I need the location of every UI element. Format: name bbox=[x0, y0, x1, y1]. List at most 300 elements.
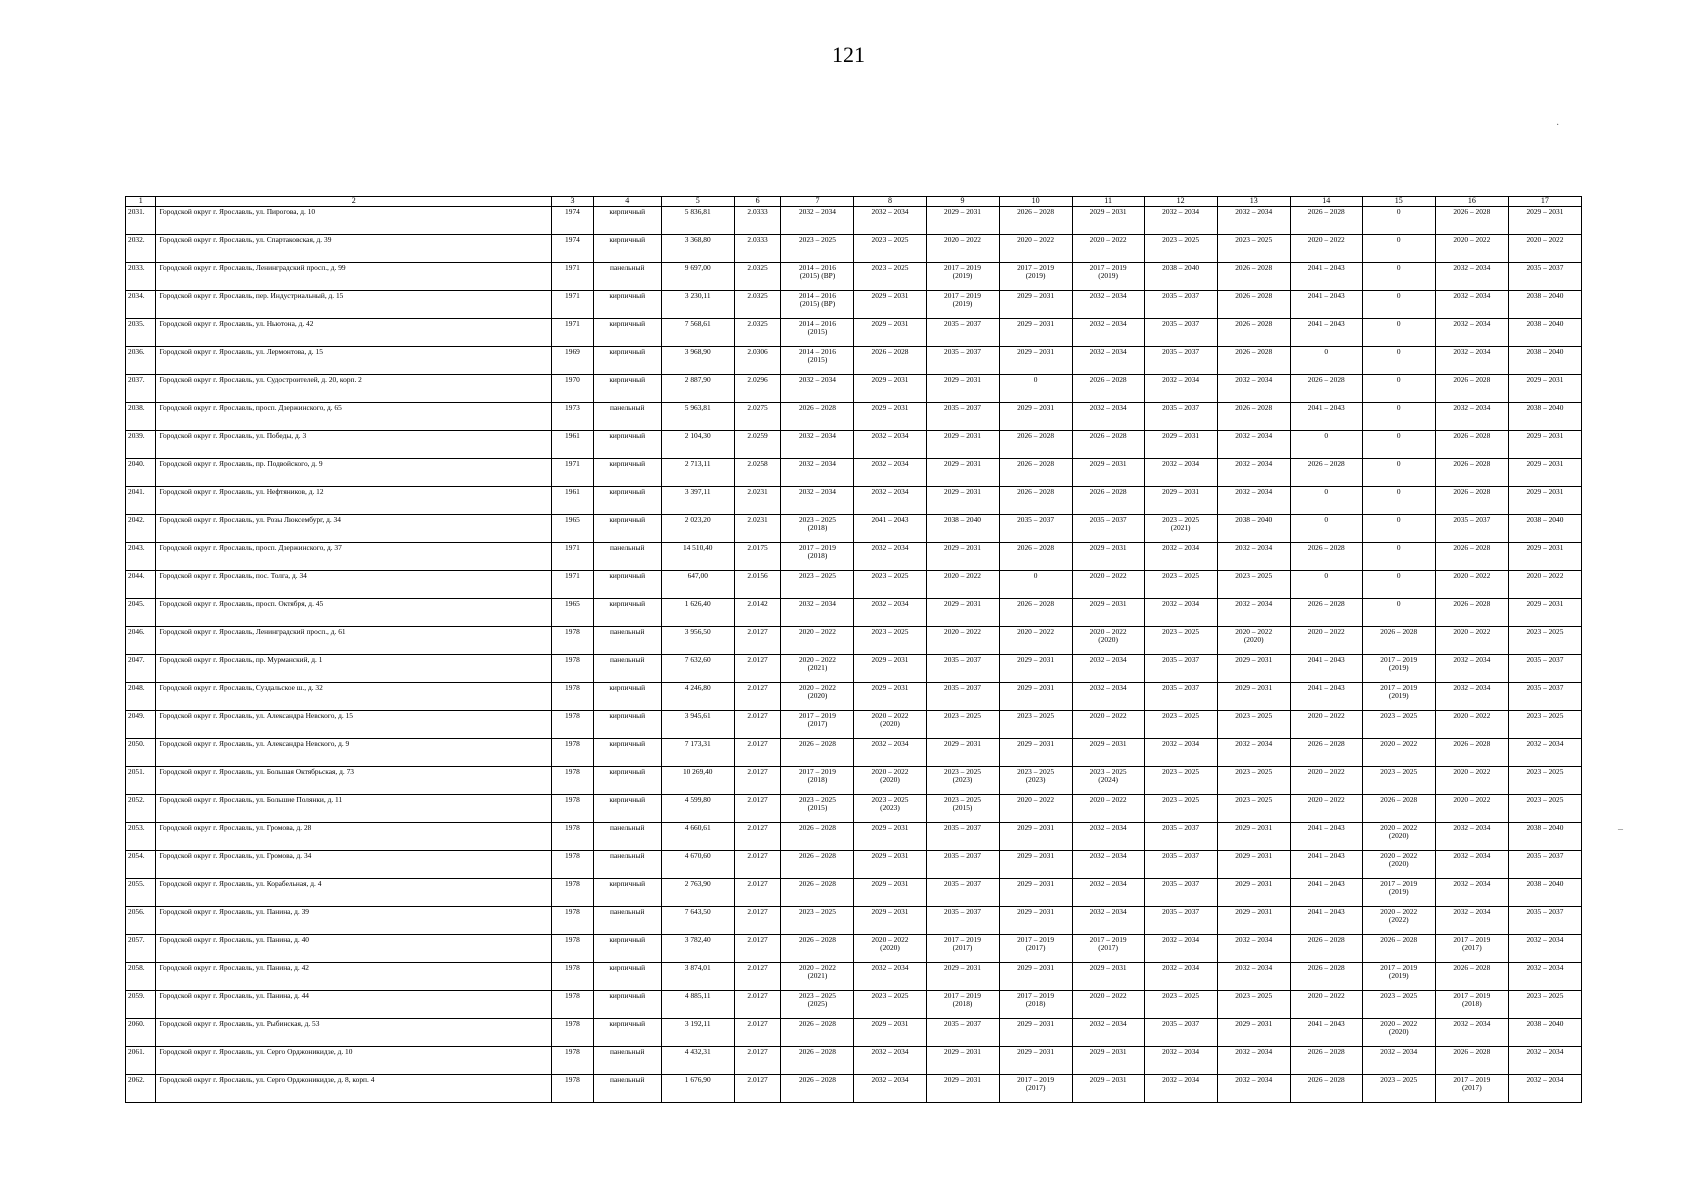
cell-text: 1978 bbox=[565, 991, 580, 1000]
table-cell bbox=[1290, 963, 1362, 991]
cell-text: 2029 – 2031 bbox=[1017, 347, 1055, 356]
cell-text: Городской округ г. Ярославль, ул. Серго Орджоникидзе, д. 10 bbox=[159, 1047, 353, 1056]
table-cell bbox=[854, 431, 926, 459]
cell-text: 2020 – 2022 (2020) bbox=[871, 767, 909, 784]
row-number-cell bbox=[126, 991, 156, 1019]
table-cell bbox=[1290, 711, 1362, 739]
cell-text: 2032 – 2034 bbox=[1453, 655, 1491, 664]
row-number-cell bbox=[126, 1075, 156, 1103]
table-cell bbox=[1144, 459, 1217, 487]
table-cell bbox=[926, 879, 999, 907]
cell-text: 2032 – 2034 bbox=[1235, 431, 1273, 440]
row-number-cell bbox=[126, 375, 156, 403]
table-cell bbox=[1144, 683, 1217, 711]
table-cell bbox=[661, 627, 734, 655]
table-cell bbox=[854, 459, 926, 487]
cell-text: 2029 – 2031 bbox=[1526, 375, 1564, 384]
cell-text: 0 bbox=[1033, 375, 1038, 384]
cell-text: 1974 bbox=[565, 235, 580, 244]
table-cell bbox=[1435, 907, 1508, 935]
table-cell bbox=[734, 935, 781, 963]
table-cell bbox=[854, 627, 926, 655]
address-cell bbox=[156, 795, 552, 823]
table-cell bbox=[1362, 1019, 1435, 1047]
table-cell bbox=[1362, 935, 1435, 963]
cell-text: 2.0231 bbox=[747, 487, 768, 496]
cell-text: 2035 – 2037 bbox=[944, 851, 981, 860]
cell-text: 2026 – 2028 bbox=[798, 1019, 836, 1028]
table-row bbox=[126, 1019, 1582, 1047]
table-cell bbox=[1508, 1075, 1581, 1103]
cell-text: 2035 – 2037 bbox=[1526, 683, 1564, 692]
cell-text: 2.0231 bbox=[747, 515, 768, 524]
cell-text: 2023 – 2025 (2023) bbox=[1017, 767, 1055, 784]
table-cell bbox=[593, 235, 661, 263]
table-cell bbox=[926, 795, 999, 823]
cell-text: 2035 – 2037 bbox=[944, 347, 981, 356]
cell-text: 2032 – 2034 bbox=[871, 963, 909, 972]
cell-text: 2032 – 2034 bbox=[1089, 823, 1127, 832]
table-cell bbox=[661, 235, 734, 263]
table-cell bbox=[1290, 1047, 1362, 1075]
row-number-cell bbox=[126, 487, 156, 515]
table-cell bbox=[661, 263, 734, 291]
table-cell bbox=[1290, 907, 1362, 935]
table-cell bbox=[854, 291, 926, 319]
table-cell bbox=[1144, 375, 1217, 403]
cell-text: кирпичный bbox=[609, 375, 646, 384]
cell-text: 2020 – 2022 bbox=[1307, 235, 1345, 244]
address-cell bbox=[156, 291, 552, 319]
cell-text: 2.0127 bbox=[747, 711, 768, 720]
table-cell bbox=[1435, 571, 1508, 599]
table-cell bbox=[552, 235, 594, 263]
cell-text: 2035 – 2037 bbox=[1089, 515, 1127, 524]
table-cell bbox=[734, 571, 781, 599]
address-cell bbox=[156, 655, 552, 683]
table-cell bbox=[1435, 655, 1508, 683]
table-cell bbox=[1144, 739, 1217, 767]
table-row bbox=[126, 795, 1582, 823]
cell-text: 2.0127 bbox=[747, 991, 768, 1000]
table-cell bbox=[1290, 291, 1362, 319]
cell-text: 1971 bbox=[565, 291, 580, 300]
cell-text: 2037. bbox=[128, 375, 145, 384]
cell-text: 0 bbox=[1396, 515, 1401, 524]
cell-text: 2017 – 2019 (2019) bbox=[1380, 879, 1418, 896]
cell-text: 1971 bbox=[565, 543, 580, 552]
table-cell bbox=[1290, 851, 1362, 879]
row-number-cell bbox=[126, 963, 156, 991]
table-cell bbox=[661, 683, 734, 711]
table-cell bbox=[1508, 683, 1581, 711]
cell-text: 2029 – 2031 bbox=[1089, 1047, 1127, 1056]
cell-text: 2029 – 2031 bbox=[1235, 879, 1273, 888]
cell-text: 3 874,01 bbox=[684, 963, 711, 972]
table-cell bbox=[1217, 823, 1290, 851]
cell-text: Городской округ г. Ярославль, ул. Розы Люксембург, д. 34 bbox=[159, 515, 341, 524]
cell-text: 2029 – 2031 bbox=[944, 1047, 981, 1056]
cell-text: кирпичный bbox=[609, 347, 646, 356]
cell-text: 2032 – 2034 bbox=[1453, 403, 1491, 412]
table-cell bbox=[1435, 459, 1508, 487]
cell-text: 2.0325 bbox=[747, 263, 768, 272]
cell-text: 2032 – 2034 bbox=[1453, 851, 1491, 860]
cell-text: 2026 – 2028 bbox=[1307, 599, 1345, 608]
table-cell bbox=[1072, 599, 1144, 627]
cell-text: 2017 – 2019 (2018) bbox=[944, 991, 981, 1008]
address-cell bbox=[156, 711, 552, 739]
cell-text: 0 bbox=[1324, 431, 1329, 440]
cell-text: 2055. bbox=[128, 879, 145, 888]
table-cell bbox=[661, 375, 734, 403]
table-cell bbox=[1508, 879, 1581, 907]
cell-text: 2029 – 2031 bbox=[944, 963, 981, 972]
cell-text: 2.0325 bbox=[747, 319, 768, 328]
cell-text: 2035 – 2037 bbox=[1162, 319, 1200, 328]
address-cell bbox=[156, 515, 552, 543]
table-cell bbox=[926, 1075, 999, 1103]
table-row bbox=[126, 739, 1582, 767]
cell-text: 2029 – 2031 bbox=[944, 431, 981, 440]
cell-text: 2035 – 2037 bbox=[944, 403, 981, 412]
cell-text: 5 836,81 bbox=[684, 207, 711, 216]
table-cell bbox=[1362, 515, 1435, 543]
table-cell bbox=[1144, 627, 1217, 655]
table-cell bbox=[1508, 431, 1581, 459]
table-cell bbox=[1362, 739, 1435, 767]
table-cell bbox=[1362, 991, 1435, 1019]
table-cell bbox=[1072, 963, 1144, 991]
table-cell bbox=[1217, 431, 1290, 459]
table-cell bbox=[1290, 235, 1362, 263]
cell-text: 2023 – 2025 bbox=[1526, 767, 1564, 776]
table-row bbox=[126, 907, 1582, 935]
cell-text: 2026 – 2028 bbox=[1307, 459, 1345, 468]
table-cell bbox=[1144, 767, 1217, 795]
row-number-cell bbox=[126, 739, 156, 767]
cell-text: 0 bbox=[1396, 431, 1401, 440]
cell-text: 2029 – 2031 bbox=[1235, 683, 1273, 692]
cell-text: 0 bbox=[1396, 263, 1401, 272]
cell-text: 2020 – 2022 bbox=[1453, 235, 1491, 244]
row-number-cell bbox=[126, 599, 156, 627]
table-cell bbox=[1144, 851, 1217, 879]
cell-text: 2032 – 2034 bbox=[1089, 403, 1127, 412]
cell-text: 2017 – 2019 (2018) bbox=[798, 767, 836, 784]
cell-text: 2035 – 2037 bbox=[944, 907, 981, 916]
cell-text: 2.0259 bbox=[747, 431, 768, 440]
table-cell bbox=[1144, 571, 1217, 599]
cell-text: 2026 – 2028 bbox=[1380, 795, 1418, 804]
table-cell bbox=[854, 851, 926, 879]
column-number: 6 bbox=[734, 197, 781, 207]
table-cell bbox=[1072, 907, 1144, 935]
cell-text: 1978 bbox=[565, 795, 580, 804]
table-cell bbox=[661, 1047, 734, 1075]
table-cell bbox=[1508, 795, 1581, 823]
table-cell bbox=[1072, 795, 1144, 823]
cell-text: 2041 – 2043 bbox=[1307, 263, 1345, 272]
cell-text: 2023 – 2025 (2023) bbox=[871, 795, 909, 812]
cell-text: 2029 – 2031 bbox=[871, 879, 909, 888]
row-number-cell bbox=[126, 683, 156, 711]
table-cell bbox=[1072, 543, 1144, 571]
cell-text: 2029 – 2031 bbox=[871, 655, 909, 664]
cell-text: 0 bbox=[1324, 571, 1329, 580]
cell-text: 2032 – 2034 bbox=[1453, 907, 1491, 916]
cell-text: 2035 – 2037 bbox=[1526, 907, 1564, 916]
cell-text: 2032 – 2034 bbox=[798, 459, 836, 468]
table-cell bbox=[1362, 543, 1435, 571]
table-cell bbox=[552, 207, 594, 235]
table-cell bbox=[1144, 543, 1217, 571]
row-number-cell bbox=[126, 319, 156, 347]
cell-text: 2017 – 2019 (2018) bbox=[798, 543, 836, 560]
cell-text: 2026 – 2028 bbox=[1453, 431, 1491, 440]
table-cell bbox=[999, 515, 1072, 543]
row-number-cell bbox=[126, 431, 156, 459]
table-cell bbox=[552, 375, 594, 403]
table-cell bbox=[593, 375, 661, 403]
cell-text: 2017 – 2019 (2019) bbox=[1017, 263, 1055, 280]
table-cell bbox=[999, 711, 1072, 739]
cell-text: 4 599,80 bbox=[684, 795, 711, 804]
table-cell bbox=[926, 991, 999, 1019]
cell-text: кирпичный bbox=[609, 431, 646, 440]
cell-text: 2062. bbox=[128, 1075, 145, 1084]
table-cell bbox=[781, 487, 854, 515]
cell-text: 0 bbox=[1396, 291, 1401, 300]
table-cell bbox=[661, 431, 734, 459]
cell-text: 2.0127 bbox=[747, 739, 768, 748]
table-cell bbox=[734, 235, 781, 263]
table-cell bbox=[781, 235, 854, 263]
cell-text: 2.0127 bbox=[747, 683, 768, 692]
table-cell bbox=[854, 403, 926, 431]
cell-text: 2036. bbox=[128, 347, 145, 356]
table-cell bbox=[926, 963, 999, 991]
cell-text: 2020 – 2022 bbox=[1089, 571, 1127, 580]
cell-text: 2032 – 2034 bbox=[871, 431, 909, 440]
row-number-cell bbox=[126, 935, 156, 963]
table-cell bbox=[1508, 767, 1581, 795]
table-cell bbox=[552, 319, 594, 347]
cell-text: Городской округ г. Ярославль, пос. Толга, д. 34 bbox=[159, 571, 307, 580]
table-cell bbox=[1072, 767, 1144, 795]
cell-text: Городской округ г. Ярославль, пр. Мурманский, д. 1 bbox=[159, 655, 323, 664]
cell-text: 2026 – 2028 bbox=[1307, 963, 1345, 972]
table-cell bbox=[734, 207, 781, 235]
cell-text: 2056. bbox=[128, 907, 145, 916]
cell-text: 2032 – 2034 bbox=[1453, 263, 1491, 272]
cell-text: 2026 – 2028 bbox=[798, 403, 836, 412]
cell-text: 2026 – 2028 bbox=[1453, 599, 1491, 608]
table-row bbox=[126, 991, 1582, 1019]
table-cell bbox=[999, 235, 1072, 263]
cell-text: 2029 – 2031 bbox=[1235, 655, 1273, 664]
cell-text: 3 192,11 bbox=[684, 1019, 711, 1028]
table-cell bbox=[593, 347, 661, 375]
table-cell bbox=[1435, 487, 1508, 515]
cell-text: 2 023,20 bbox=[684, 515, 711, 524]
cell-text: 2.0127 bbox=[747, 1047, 768, 1056]
table-cell bbox=[1362, 319, 1435, 347]
cell-text: 2023 – 2025 (2021) bbox=[1162, 515, 1200, 532]
cell-text: 2042. bbox=[128, 515, 145, 524]
cell-text: 2038 – 2040 bbox=[1526, 879, 1564, 888]
cell-text: 2023 – 2025 bbox=[1526, 711, 1564, 720]
cell-text: 2032 – 2034 bbox=[1089, 907, 1127, 916]
cell-text: 1971 bbox=[565, 319, 580, 328]
cell-text: 2023 – 2025 bbox=[1162, 795, 1200, 804]
cell-text: 3 230,11 bbox=[684, 291, 711, 300]
table-cell bbox=[999, 655, 1072, 683]
cell-text: 1971 bbox=[565, 459, 580, 468]
table-cell bbox=[781, 599, 854, 627]
table-row bbox=[126, 375, 1582, 403]
table-row bbox=[126, 235, 1582, 263]
table-cell bbox=[1217, 655, 1290, 683]
table-cell bbox=[1072, 823, 1144, 851]
table-cell bbox=[999, 543, 1072, 571]
cell-text: 2026 – 2028 bbox=[798, 851, 836, 860]
cell-text: панельный bbox=[610, 851, 645, 860]
table-cell bbox=[1362, 1047, 1435, 1075]
cell-text: 2023 – 2025 bbox=[944, 711, 981, 720]
table-cell bbox=[999, 823, 1072, 851]
address-cell bbox=[156, 683, 552, 711]
table-cell bbox=[1290, 319, 1362, 347]
table-cell bbox=[926, 767, 999, 795]
table-cell bbox=[854, 207, 926, 235]
table-cell bbox=[1508, 851, 1581, 879]
cell-text: 2032 – 2034 bbox=[1089, 319, 1127, 328]
cell-text: 2029 – 2031 bbox=[1235, 1019, 1273, 1028]
table-cell bbox=[781, 571, 854, 599]
cell-text: 2017 – 2019 (2017) bbox=[1453, 1075, 1491, 1092]
table-cell bbox=[552, 823, 594, 851]
table-cell bbox=[999, 627, 1072, 655]
cell-text: 0 bbox=[1396, 235, 1401, 244]
table-cell bbox=[593, 263, 661, 291]
cell-text: 2020 – 2022 (2022) bbox=[1380, 907, 1418, 924]
table-cell bbox=[1072, 879, 1144, 907]
cell-text: 2023 – 2025 bbox=[871, 571, 909, 580]
address-cell bbox=[156, 991, 552, 1019]
table-cell bbox=[854, 823, 926, 851]
cell-text: 2020 – 2022 (2020) bbox=[1380, 823, 1418, 840]
table-cell bbox=[734, 1075, 781, 1103]
cell-text: 2017 – 2019 (2019) bbox=[944, 291, 981, 308]
address-cell bbox=[156, 823, 552, 851]
table-row bbox=[126, 1047, 1582, 1075]
table-cell bbox=[781, 1019, 854, 1047]
cell-text: 2.0175 bbox=[747, 543, 768, 552]
table-cell bbox=[1217, 991, 1290, 1019]
table-cell bbox=[661, 571, 734, 599]
table-cell bbox=[1217, 375, 1290, 403]
cell-text: 2029 – 2031 bbox=[1017, 291, 1055, 300]
row-number-cell bbox=[126, 627, 156, 655]
cell-text: 2026 – 2028 bbox=[1307, 1047, 1345, 1056]
cell-text: 2035 – 2037 bbox=[1526, 851, 1564, 860]
cell-text: 2023 – 2025 bbox=[1235, 795, 1273, 804]
cell-text: 0 bbox=[1396, 207, 1401, 216]
row-number-cell bbox=[126, 711, 156, 739]
cell-text: 1978 bbox=[565, 1075, 580, 1084]
cell-text: 2029 – 2031 bbox=[1526, 459, 1564, 468]
cell-text: 2020 – 2022 (2021) bbox=[798, 963, 836, 980]
table-cell bbox=[1508, 207, 1581, 235]
cell-text: 1978 bbox=[565, 683, 580, 692]
address-cell bbox=[156, 1019, 552, 1047]
column-number: 15 bbox=[1362, 197, 1435, 207]
table-cell bbox=[734, 515, 781, 543]
table-cell bbox=[1508, 711, 1581, 739]
cell-text: Городской округ г. Ярославль, ул. Панина, д. 39 bbox=[159, 907, 309, 916]
table-cell bbox=[552, 1047, 594, 1075]
cell-text: 2029 – 2031 bbox=[1017, 403, 1055, 412]
cell-text: 2023 – 2025 (2025) bbox=[798, 991, 836, 1008]
column-number: 16 bbox=[1435, 197, 1508, 207]
table-cell bbox=[593, 963, 661, 991]
table-cell bbox=[734, 375, 781, 403]
cell-text: 2032 – 2034 bbox=[1453, 823, 1491, 832]
cell-text: 2029 – 2031 bbox=[1162, 431, 1200, 440]
table-cell bbox=[781, 207, 854, 235]
cell-text: 2020 – 2022 bbox=[1307, 991, 1345, 1000]
table-cell bbox=[1508, 375, 1581, 403]
cell-text: 2029 – 2031 bbox=[871, 403, 909, 412]
table-row bbox=[126, 711, 1582, 739]
row-number-cell bbox=[126, 879, 156, 907]
cell-text: 2023 – 2025 bbox=[871, 991, 909, 1000]
cell-text: 2032 – 2034 bbox=[871, 1047, 909, 1056]
cell-text: 2023 – 2025 bbox=[1162, 571, 1200, 580]
cell-text: 2038 – 2040 bbox=[1526, 403, 1564, 412]
table-cell bbox=[593, 599, 661, 627]
cell-text: 2029 – 2031 bbox=[1235, 823, 1273, 832]
cell-text: 2026 – 2028 bbox=[1235, 403, 1273, 412]
table-cell bbox=[593, 571, 661, 599]
table-cell bbox=[661, 655, 734, 683]
table-cell bbox=[593, 655, 661, 683]
table-cell bbox=[1508, 235, 1581, 263]
cell-text: 2029 – 2031 bbox=[944, 207, 981, 216]
cell-text: Городской округ г. Ярославль, ул. Нефтяников, д. 12 bbox=[159, 487, 324, 496]
cell-text: 1969 bbox=[565, 347, 580, 356]
column-number: 5 bbox=[661, 197, 734, 207]
cell-text: 1978 bbox=[565, 907, 580, 916]
table-cell bbox=[854, 487, 926, 515]
cell-text: 2035 – 2037 bbox=[1453, 515, 1491, 524]
cell-text: 2020 – 2022 bbox=[1307, 711, 1345, 720]
cell-text: 2041 – 2043 bbox=[1307, 683, 1345, 692]
table-cell bbox=[593, 823, 661, 851]
cell-text: 2032 – 2034 bbox=[1235, 963, 1273, 972]
cell-text: 2020 – 2022 (2020) bbox=[871, 711, 909, 728]
table-cell bbox=[1362, 291, 1435, 319]
table-cell bbox=[1508, 963, 1581, 991]
cell-text: 2032 – 2034 bbox=[1235, 543, 1273, 552]
table-cell bbox=[1290, 431, 1362, 459]
table-cell bbox=[1290, 487, 1362, 515]
cell-text: 1970 bbox=[565, 375, 580, 384]
cell-text: 2040. bbox=[128, 459, 145, 468]
cell-text: 2034. bbox=[128, 291, 145, 300]
cell-text: 2023 – 2025 bbox=[1235, 991, 1273, 1000]
